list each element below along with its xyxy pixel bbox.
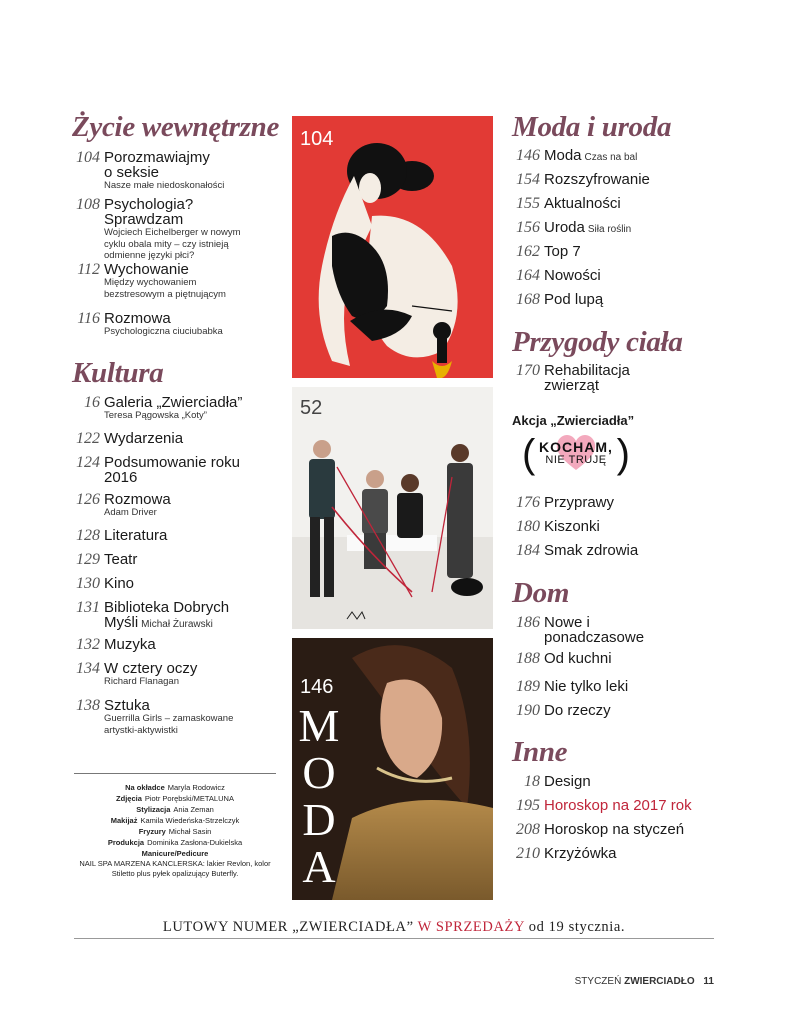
entry-title: Psychologia? Sprawdzam [104, 196, 194, 228]
entry-title: Do rzeczy [544, 702, 611, 719]
toc-entry[interactable] [508, 363, 718, 393]
page-number: 116 [77, 310, 100, 327]
toc-entry[interactable] [508, 196, 718, 212]
entry-title: Moda Czas na bal [544, 147, 638, 164]
toc-entry[interactable] [70, 528, 270, 544]
credit-line: Makijaż Kamila Wiedeńska-Strzelczyk [110, 816, 240, 825]
entry-title: Wychowanie [104, 261, 189, 278]
entry-subtitle: Adam Driver [104, 507, 157, 518]
toc-entry[interactable] [508, 703, 718, 719]
page-number: 154 [516, 171, 540, 188]
moda-vertical-word: MODA [298, 700, 340, 892]
footer-month: STYCZEŃ [574, 976, 622, 987]
entry-title: Nowe i ponadczasowe [544, 614, 645, 646]
toc-entry[interactable] [70, 600, 270, 632]
entry-title: Pod lupą [544, 291, 604, 308]
toc-entry[interactable] [508, 495, 718, 511]
paren-right-icon: ) [616, 432, 630, 476]
kocham-nie-truje-logo[interactable] [524, 432, 628, 480]
page-number: 138 [76, 697, 100, 714]
toc-entry[interactable] [508, 679, 718, 695]
entry-title: Nowości [544, 267, 601, 284]
section-title-dom: Dom [512, 577, 570, 609]
page-number: 180 [516, 518, 540, 535]
toc-entry[interactable] [70, 262, 270, 300]
page-footer [575, 976, 714, 987]
entry-title: Biblioteka Dobrych Myśli Michał Żurawski [104, 599, 230, 631]
panel-page-number: 104 [300, 128, 334, 150]
entry-title: Porozmawiajmy o seksie [104, 149, 210, 181]
page-number: 186 [516, 614, 540, 631]
entry-title: W cztery oczy [104, 660, 198, 677]
photo-panel-52[interactable] [292, 387, 493, 629]
toc-entry[interactable] [70, 455, 270, 485]
page-number: 184 [516, 542, 540, 559]
divider [74, 938, 714, 939]
akcja-label: Akcja „Zwierciadła” [512, 413, 635, 428]
page-number: 189 [516, 678, 540, 695]
credit-line: Produkcja Dominika Zasłona-Dukielska [107, 838, 243, 847]
entry-subtitle: Guerrilla Girls – zamaskowane artystki-aktywistki [104, 713, 234, 736]
photo-panel-146[interactable] [292, 638, 493, 900]
section-title-przygody: Przygody ciała [512, 326, 683, 358]
page-number: 104 [76, 149, 100, 166]
entry-title: Rozszyfrowanie [544, 171, 650, 188]
page-number: 134 [76, 660, 100, 677]
page-number: 124 [76, 454, 100, 471]
entry-title: Wydarzenia [104, 430, 184, 447]
entry-title: Rozmowa [104, 491, 171, 508]
entry-title: Horoskop na 2017 rok [544, 797, 692, 814]
page-number: 128 [76, 527, 100, 544]
entry-subtitle: Wojciech Eichelberger w nowym cyklu obala mity – czy istnieją odmienne języki płci? [104, 227, 241, 261]
page-number: 170 [516, 362, 540, 379]
section-title-moda: Moda i uroda [512, 111, 672, 143]
entry-title: Muzyka [104, 636, 156, 653]
page-number: 168 [516, 291, 540, 308]
toc-entry[interactable] [70, 492, 270, 519]
credit-line: NAIL SPA MARZENA KANCLERSKA: lakier Revlon, kolor Stiletto plus pyłek opalizujący Buterfly. [79, 859, 271, 878]
toc-entry[interactable] [70, 637, 270, 653]
toc-entry[interactable] [508, 268, 718, 284]
toc-entry[interactable] [508, 543, 718, 559]
toc-entry[interactable] [508, 172, 718, 188]
entry-subtitle: Nasze małe niedoskonałości [104, 180, 225, 191]
group-photo [292, 387, 493, 629]
page-number: 156 [516, 219, 540, 236]
section-title-kultura: Kultura [72, 357, 164, 389]
entry-title: Sztuka [104, 697, 150, 714]
entry-title: Kiszonki [544, 518, 600, 535]
woman-illustration [292, 116, 493, 378]
entry-title: Przyprawy [544, 494, 615, 511]
cover-credits [74, 773, 276, 879]
entry-subtitle: Psychologiczna ciuciubabka [104, 326, 223, 337]
page-number: 195 [516, 797, 540, 814]
entry-subtitle: Teresa Pągowska „Koty” [104, 410, 207, 421]
page-number: 112 [77, 261, 100, 278]
entry-title: Horoskop na styczeń [544, 821, 685, 838]
entry-title: Galeria „Zwierciadła” [104, 394, 243, 411]
toc-entry[interactable] [508, 774, 718, 790]
entry-subtitle: Michał Żurawski [141, 619, 213, 630]
toc-entry[interactable] [508, 220, 718, 237]
entry-title: Rozmowa [104, 310, 171, 327]
entry-title: Kino [104, 575, 135, 592]
page-number: 16 [84, 394, 100, 411]
toc-entry[interactable] [508, 519, 718, 535]
page-number: 130 [76, 575, 100, 592]
next-issue-banner: LUTOWY NUMER „ZWIERCIADŁA” W SPRZEDAŻY od 19 stycznia. [162, 919, 626, 935]
footer-page-number: 11 [703, 976, 714, 987]
entry-title: Uroda Siła roślin [544, 219, 632, 236]
entry-title: Nie tylko leki [544, 678, 629, 695]
page-number: 176 [516, 494, 540, 511]
toc-entry[interactable] [508, 292, 718, 308]
footer-magazine: ZWIERCIADŁO [624, 976, 695, 987]
toc-entry-highlight[interactable] [508, 798, 718, 814]
toc-entry[interactable] [70, 395, 270, 422]
toc-entry[interactable] [70, 431, 270, 447]
page-number: 155 [516, 195, 540, 212]
section-title-zycie: Życie wewnętrzne [72, 111, 280, 143]
toc-entry[interactable] [508, 244, 718, 260]
entry-title: Design [544, 773, 591, 790]
entry-subtitle: Richard Flanagan [104, 676, 179, 687]
credit-line: Na okładce Maryla Rodowicz [125, 783, 225, 792]
illustration-panel-104[interactable] [292, 116, 493, 378]
toc-entry[interactable] [70, 311, 270, 338]
panel-page-number: 146 [300, 676, 334, 698]
toc-entry[interactable] [508, 651, 718, 667]
toc-entry[interactable] [508, 822, 718, 838]
page-number: 208 [516, 821, 540, 838]
page-number: 126 [76, 491, 100, 508]
page-number: 129 [76, 551, 100, 568]
entry-title: Top 7 [544, 243, 581, 260]
panel-page-number: 52 [300, 397, 323, 419]
toc-entry[interactable] [70, 661, 270, 688]
entry-subtitle: Czas na bal [584, 152, 638, 163]
toc-entry[interactable] [70, 150, 270, 192]
toc-entry[interactable] [70, 576, 270, 592]
page-number: 18 [524, 773, 540, 790]
entry-title: Od kuchni [544, 650, 612, 667]
toc-entry[interactable] [508, 846, 718, 862]
toc-entry[interactable] [508, 615, 718, 645]
section-title-inne: Inne [512, 736, 568, 768]
page-number: 162 [516, 243, 540, 260]
toc-entry[interactable] [508, 148, 718, 165]
entry-title: Krzyżówka [544, 845, 617, 862]
entry-title: Podsumowanie roku 2016 [104, 454, 240, 486]
page-number: 210 [516, 845, 540, 862]
entry-title: Literatura [104, 527, 168, 544]
page-number: 122 [76, 430, 100, 447]
entry-subtitle: Między wychowaniem bezstresowym a piętnującym [104, 277, 226, 300]
entry-title: Smak zdrowia [544, 542, 639, 559]
page-number: 188 [516, 650, 540, 667]
credit-line: Fryzury Michał Sasin [138, 827, 212, 836]
page-number: 164 [516, 267, 540, 284]
page-number: 146 [516, 147, 540, 164]
toc-entry[interactable] [70, 698, 270, 736]
entry-title: Aktualności [544, 195, 621, 212]
credit-line: Manicure/Pedicure [141, 849, 209, 858]
entry-subtitle: Siła roślin [587, 224, 632, 235]
page-number: 108 [76, 196, 100, 213]
credit-line: Stylizacja Ania Zeman [136, 805, 214, 814]
banner-highlight: W SPRZEDAŻY [417, 919, 525, 935]
page-number: 132 [76, 636, 100, 653]
page-number: 131 [76, 599, 100, 616]
entry-title: Teatr [104, 551, 138, 568]
toc-entry[interactable] [70, 197, 270, 262]
page-number: 190 [516, 702, 540, 719]
toc-entry[interactable] [70, 552, 270, 568]
credit-line: Zdjęcia Piotr Porębski/METALUNA [116, 794, 234, 803]
paren-left-icon: ( [522, 432, 536, 476]
logo-text: KOCHAM, NIE TRUJĘ [539, 439, 613, 466]
entry-title: Rehabilitacja zwierząt [544, 362, 630, 394]
